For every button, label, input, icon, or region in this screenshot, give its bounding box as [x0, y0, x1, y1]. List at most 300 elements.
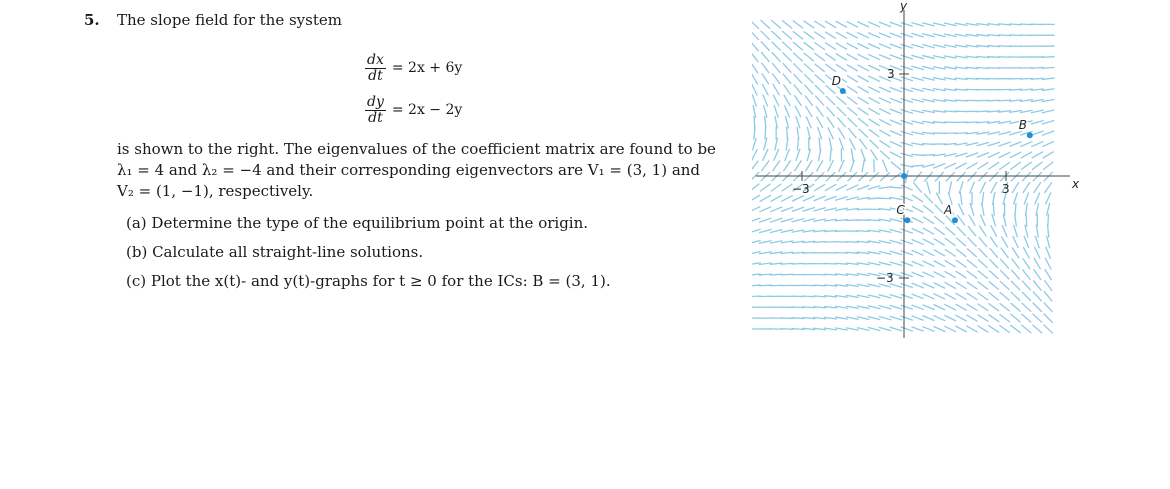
- slope-segment: [1023, 258, 1030, 269]
- slope-segment: [945, 249, 956, 256]
- slope-segment: [752, 73, 758, 84]
- slope-segment: [815, 172, 824, 181]
- slope-segment: [922, 316, 934, 321]
- axes: [756, 10, 1070, 338]
- slope-segment: [804, 85, 813, 95]
- slope-segment: [796, 149, 800, 161]
- point-label-a: A: [944, 203, 953, 218]
- point-d: [840, 88, 846, 94]
- slope-segment: [959, 181, 963, 193]
- slope-segment: [793, 31, 803, 39]
- denominator: dt: [368, 67, 383, 84]
- slope-segment: [879, 306, 892, 309]
- slope-segment: [879, 109, 891, 115]
- point-c: [904, 217, 910, 223]
- slope-segment: [901, 196, 913, 201]
- slope-segment: [782, 31, 792, 39]
- slope-segment: [869, 119, 880, 126]
- slope-segment: [839, 138, 843, 150]
- slope-segment: [868, 186, 881, 190]
- slope-segment: [978, 259, 988, 268]
- slope-segment: [859, 139, 867, 149]
- slope-segment: [847, 65, 858, 72]
- slope-segment: [933, 304, 945, 309]
- slope-segment: [752, 195, 760, 202]
- slope-segment: [890, 109, 902, 114]
- slope-segment: [804, 64, 814, 73]
- slope-segment: [804, 172, 813, 181]
- slope-segment: [922, 55, 935, 58]
- slope-segment: [836, 21, 847, 27]
- slope-segment: [803, 207, 815, 211]
- slope-segment: [805, 95, 813, 105]
- slope-segment: [879, 295, 892, 298]
- slope-segment: [846, 197, 859, 200]
- slope-segment: [936, 193, 942, 204]
- slope-segment: [814, 21, 825, 28]
- slope-segment: [944, 293, 955, 299]
- slope-segment: [762, 84, 768, 95]
- slope-segment: [989, 303, 1000, 311]
- slope-segment: [825, 21, 836, 28]
- slope-segment: [1023, 247, 1029, 258]
- slope-segment: [901, 99, 913, 103]
- slope-segment: [785, 149, 790, 161]
- slope-segment: [760, 184, 770, 192]
- slope-segment: [1021, 162, 1031, 170]
- slope-segment: [824, 196, 836, 200]
- slope-segment: [890, 22, 902, 26]
- slope-segment: [977, 162, 988, 169]
- slope-segment: [826, 107, 835, 117]
- slope-segment: [771, 184, 782, 192]
- slope-segment: [913, 183, 921, 193]
- slope-segment: [901, 44, 913, 48]
- slope-segment: [879, 98, 891, 103]
- slope-segment: [761, 63, 769, 73]
- slope-segment: [1044, 182, 1051, 193]
- slope-segment: [1020, 142, 1032, 147]
- slope-segment: [1010, 325, 1020, 333]
- slope-segment: [1042, 131, 1054, 136]
- slope-segment: [858, 76, 869, 82]
- slope-segment: [999, 152, 1011, 158]
- problem-intro: The slope field for the system: [117, 11, 342, 29]
- slope-segment: [1022, 281, 1031, 291]
- slope-segment: [1012, 259, 1020, 269]
- slope-segment: [764, 105, 767, 118]
- slope-segment: [967, 249, 977, 258]
- slope-segment: [858, 86, 869, 93]
- slope-segment: [848, 172, 857, 181]
- slope-segment: [999, 162, 1010, 169]
- slope-segment: [792, 207, 804, 211]
- slope-segment: [869, 140, 878, 149]
- slope-segment: [1013, 192, 1017, 204]
- slope-segment: [946, 172, 955, 181]
- slope-segment: [1042, 110, 1055, 113]
- equation-x: [365, 44, 462, 92]
- slope-segment: [912, 228, 924, 233]
- slope-segment: [1034, 269, 1041, 280]
- slope-segment: [999, 314, 1009, 322]
- slope-segment: [761, 172, 770, 181]
- slope-segment: [967, 293, 978, 300]
- slope-segment: [966, 143, 979, 146]
- slope-segment: [836, 32, 847, 38]
- slope-segment: [836, 43, 847, 50]
- slope-segment: [967, 172, 976, 181]
- slope-segment: [1024, 236, 1029, 248]
- slope-segment: [783, 160, 790, 171]
- slope-segment: [1012, 182, 1019, 193]
- slope-segment: [957, 172, 966, 181]
- ode-system: [365, 44, 462, 134]
- slope-segment: [850, 160, 854, 172]
- slope-segment: [944, 304, 956, 310]
- slope-segment: [761, 41, 770, 50]
- slope-segment: [825, 64, 836, 72]
- slope-segment: [901, 294, 913, 298]
- slope-segment: [988, 162, 999, 169]
- slope-segment: [880, 172, 890, 181]
- slope-segment: [815, 74, 825, 83]
- slope-segment: [796, 116, 800, 128]
- slope-segment: [815, 64, 825, 72]
- equation-rhs: = 2x + 6y: [391, 60, 463, 76]
- slope-segment: [912, 283, 924, 288]
- slope-segment: [752, 63, 758, 74]
- slope-segment: [868, 306, 881, 309]
- slope-segment: [922, 155, 935, 156]
- slope-segment: [945, 282, 956, 288]
- slope-segment: [933, 23, 946, 26]
- slope-segment: [793, 63, 802, 72]
- slope-segment: [912, 250, 924, 255]
- slope-segment: [935, 205, 944, 214]
- slope-segment: [1000, 281, 1010, 290]
- slope-segment: [934, 283, 946, 289]
- slope-segment: [980, 214, 985, 226]
- slope-segment: [956, 249, 966, 257]
- slope-segment: [890, 316, 902, 320]
- slope-segment: [1001, 248, 1009, 258]
- slope-segment: [956, 282, 967, 289]
- slope-segment: [923, 272, 935, 277]
- slope-segment: [879, 44, 891, 49]
- slope-segment: [922, 66, 935, 69]
- slope-segment: [1011, 292, 1021, 301]
- slope-segment: [868, 65, 880, 71]
- slope-segment: [1034, 182, 1041, 193]
- slope-segment: [955, 315, 966, 321]
- slope-segment: [814, 184, 825, 191]
- slope-segment: [839, 160, 844, 172]
- slope-segment: [1045, 269, 1052, 280]
- slope-segment: [760, 195, 771, 201]
- slope-segment: [901, 251, 913, 255]
- slope-segment: [1022, 292, 1031, 301]
- slope-segment: [958, 203, 964, 215]
- slope-segment: [792, 219, 805, 222]
- slope-segment: [793, 53, 803, 62]
- y-tick-label-top: 3: [887, 67, 895, 81]
- slope-segment: [1000, 303, 1010, 311]
- slope-segment: [977, 142, 990, 145]
- slope-segment: [999, 325, 1010, 333]
- slope-segment: [837, 107, 846, 116]
- derivative-dx-dt: [365, 53, 386, 83]
- slope-segment: [817, 117, 823, 128]
- slope-segment: [969, 182, 974, 194]
- slope-segment: [901, 327, 913, 331]
- slope-segment: [1032, 325, 1042, 334]
- problem-parts: [126, 213, 611, 300]
- slope-segment: [868, 295, 881, 298]
- slope-segment: [794, 160, 801, 171]
- slope-segment: [890, 229, 903, 232]
- slope-segment: [966, 304, 977, 311]
- slope-segment: [955, 153, 967, 157]
- slope-segment: [1014, 225, 1018, 237]
- slope-segment: [818, 127, 822, 139]
- slope-segment: [901, 120, 913, 124]
- slope-segment: [752, 184, 760, 192]
- slope-segment: [1033, 292, 1042, 302]
- slope-segment: [901, 283, 913, 287]
- slope-segment: [828, 127, 834, 139]
- slope-segment: [752, 20, 759, 29]
- slope-segment: [912, 316, 924, 321]
- slope-segment: [890, 87, 902, 92]
- slope-segment: [933, 294, 945, 300]
- x-tick-label-left: −3: [792, 182, 810, 196]
- slope-segment: [825, 184, 836, 190]
- slope-segment: [783, 84, 790, 95]
- slope-segment: [868, 33, 880, 38]
- slope-segment: [825, 53, 836, 60]
- slope-segment: [795, 106, 801, 118]
- slope-segment: [765, 116, 767, 129]
- slope-segment: [967, 237, 976, 246]
- slope-segment: [890, 98, 902, 103]
- slope-segment: [966, 315, 977, 322]
- slope-segment: [989, 259, 998, 268]
- slope-segment: [934, 250, 945, 256]
- slope-segment: [828, 160, 834, 172]
- slope-segment: [901, 22, 913, 26]
- slope-segment: [911, 99, 924, 102]
- slope-segment: [914, 172, 922, 182]
- slope-segment: [890, 55, 902, 59]
- slope-segment: [911, 55, 924, 59]
- part-c: (c) Plot the x(t)- and y(t)-graphs for t ≥ 0 for the ICs: B = (3, 1).: [126, 272, 611, 290]
- slope-segment: [924, 172, 933, 182]
- slope-segment: [814, 53, 824, 61]
- slope-segment: [912, 327, 924, 332]
- slope-segment: [836, 64, 847, 71]
- slope-segment: [1012, 247, 1019, 258]
- slope-segment: [868, 327, 881, 330]
- slope-segment: [857, 65, 869, 71]
- slope-segment: [847, 97, 858, 105]
- slope-segment: [901, 88, 913, 92]
- slope-segment: [1032, 162, 1042, 170]
- equation-y: [365, 86, 462, 134]
- slope-segment: [967, 271, 977, 279]
- slope-segment: [890, 240, 903, 244]
- slope-segment: [848, 128, 856, 138]
- slope-segment: [912, 272, 924, 277]
- slope-segment: [922, 88, 935, 91]
- slope-segment: [901, 66, 913, 70]
- slope-segment: [1015, 203, 1016, 216]
- derivative-dy-dt: [365, 95, 386, 125]
- slope-segment: [944, 326, 956, 332]
- slope-segment: [793, 172, 802, 181]
- slope-segment: [858, 108, 869, 115]
- slope-segment: [1048, 214, 1049, 227]
- slope-segment: [912, 294, 924, 299]
- slope-segment: [869, 172, 879, 181]
- slope-segment: [857, 54, 869, 60]
- slope-segment: [782, 52, 791, 61]
- slope-segment: [759, 207, 771, 212]
- slope-segment: [880, 140, 891, 147]
- slope-segment: [1042, 141, 1054, 147]
- slope-segment: [868, 87, 880, 93]
- slope-segment: [1043, 325, 1052, 334]
- slope-segment: [825, 43, 836, 50]
- slope-segment: [1010, 162, 1021, 170]
- slope-segment: [803, 196, 815, 201]
- slope-segment: [977, 304, 988, 311]
- slope-segment: [803, 21, 814, 28]
- slope-segment: [993, 203, 994, 216]
- slope-segment: [1025, 203, 1027, 216]
- point-a: [952, 217, 958, 223]
- slope-segment: [836, 54, 847, 61]
- slope-segment: [1011, 270, 1020, 280]
- slope-segment: [1032, 152, 1043, 158]
- slope-segment: [911, 88, 924, 91]
- slope-segment: [781, 218, 793, 222]
- slope-segment: [1000, 270, 1009, 279]
- slope-segment: [771, 20, 781, 28]
- slope-segment: [1011, 303, 1021, 311]
- slope-segment: [781, 195, 793, 201]
- slope-segment: [1011, 172, 1020, 181]
- slope-segment: [774, 149, 779, 161]
- slope-segment: [858, 118, 868, 126]
- slope-segment: [1009, 142, 1021, 147]
- slope-segment: [923, 217, 934, 224]
- slope-segment: [988, 152, 1000, 157]
- slope-segment: [1044, 291, 1052, 301]
- slope-segment: [771, 31, 781, 40]
- point-label-c: C: [896, 203, 905, 218]
- slope-segment: [847, 54, 858, 60]
- slope-segment: [922, 77, 935, 80]
- slope-segment: [945, 238, 955, 246]
- equation-rhs: = 2x − 2y: [391, 102, 463, 118]
- slope-segment: [781, 207, 793, 212]
- slope-segment: [1031, 131, 1043, 135]
- slope-segment: [772, 74, 780, 85]
- slope-segment: [890, 120, 902, 125]
- slope-segment: [782, 42, 792, 51]
- slope-segment: [944, 315, 956, 321]
- slope-segment: [772, 42, 781, 51]
- slope-segment: [816, 160, 822, 171]
- paragraph-line: λ₁ = 4 and λ₂ = −4 and their corresponding eigenvectors are V₁ = (3, 1) and: [117, 161, 701, 179]
- slope-segment: [792, 196, 804, 202]
- numerator: dy: [367, 93, 384, 110]
- problem-paragraph: [117, 139, 727, 202]
- slope-segment: [945, 271, 956, 278]
- slope-segment: [847, 43, 858, 49]
- slope-segment: [846, 185, 858, 190]
- numerator: dx: [367, 51, 384, 68]
- slope-segment: [966, 326, 977, 332]
- slope-segment: [891, 173, 901, 181]
- slope-segment: [890, 33, 902, 37]
- slope-segment: [782, 20, 792, 28]
- origin-point: [901, 173, 907, 179]
- slope-segment: [955, 304, 966, 310]
- slope-segment: [761, 161, 769, 172]
- denominator: dt: [368, 109, 383, 126]
- slope-segment: [868, 108, 879, 114]
- slope-segment: [901, 33, 913, 37]
- slope-segment: [923, 283, 935, 288]
- slope-segment: [1000, 172, 1009, 181]
- slope-segment: [804, 42, 814, 50]
- slope-segment: [890, 294, 902, 298]
- slope-segment: [911, 33, 923, 37]
- slope-segment: [754, 116, 755, 129]
- slope-segment: [911, 66, 924, 70]
- slope-segment: [1013, 236, 1019, 248]
- slope-segment: [857, 32, 869, 38]
- slope-segment: [901, 240, 913, 244]
- slope-segment: [880, 151, 890, 160]
- slope-segment: [968, 226, 976, 236]
- slope-segment: [988, 142, 1000, 146]
- slope-segment: [752, 31, 759, 40]
- slope-segment: [868, 54, 880, 59]
- slope-segment: [911, 77, 924, 80]
- point-label-b: B: [1018, 118, 1028, 133]
- slope-segment: [868, 317, 881, 320]
- slope-segment: [923, 250, 935, 256]
- slope-segment: [772, 160, 779, 171]
- slope-segment: [945, 260, 956, 267]
- slope-segment: [901, 229, 913, 233]
- slope-segment: [1046, 247, 1051, 259]
- slope-segment: [890, 305, 902, 309]
- slope-segment: [847, 107, 857, 115]
- slope-segment: [1035, 236, 1039, 248]
- slope-segment: [847, 21, 859, 27]
- slope-segment: [1045, 258, 1051, 270]
- slope-segment: [868, 22, 880, 27]
- slope-segment: [934, 239, 945, 246]
- slope-segment: [1035, 247, 1040, 259]
- slope-segment: [923, 294, 935, 299]
- slope-segment: [837, 172, 846, 181]
- slope-segment: [824, 208, 837, 211]
